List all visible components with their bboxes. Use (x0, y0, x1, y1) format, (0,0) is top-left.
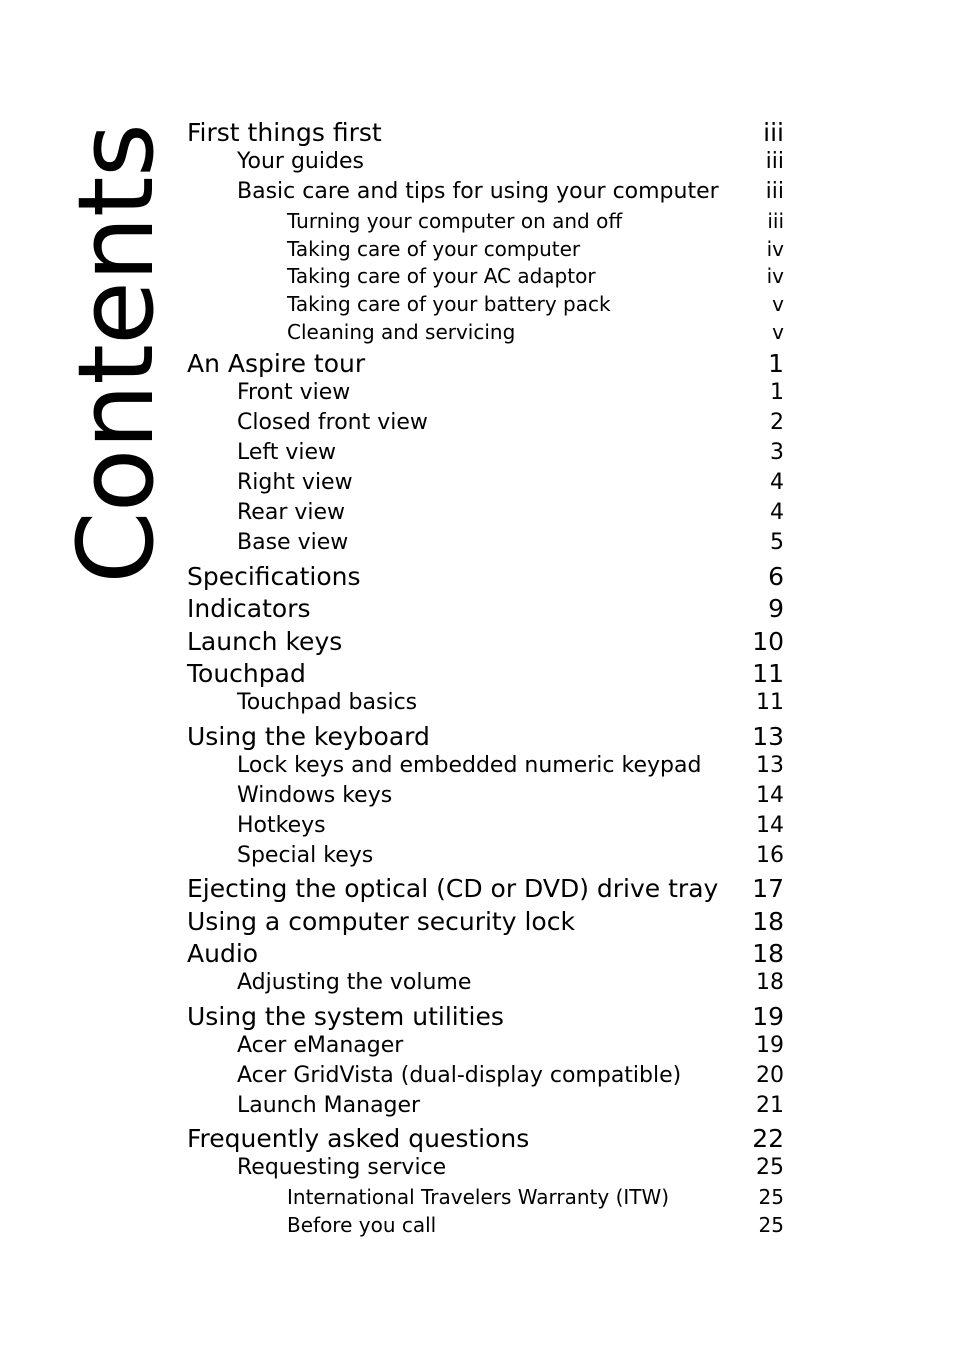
toc-entry-title: Frequently asked questions (187, 1124, 530, 1153)
toc-entry-page: 14 (756, 783, 784, 808)
toc-entry-page: 21 (756, 1093, 784, 1118)
toc-entry-title: Taking care of your computer (287, 237, 581, 261)
toc-entry-page: 3 (770, 440, 784, 465)
toc-entry-title: Taking care of your AC adaptor (287, 264, 596, 288)
toc-entry-title: Cleaning and servicing (287, 320, 516, 344)
toc-entry-page: iv (766, 237, 784, 261)
toc-entry-page: 14 (756, 813, 784, 838)
toc-entry-page: 1 (770, 380, 784, 405)
toc-entry-title: Ejecting the optical (CD or DVD) drive tray (187, 874, 719, 903)
toc-entry-title: Using the keyboard (187, 722, 430, 751)
toc-entry-title: Rear view (237, 500, 346, 525)
toc-entry-page: 16 (756, 843, 784, 868)
toc-entry-title: First things first (187, 118, 382, 147)
toc-entry-page: 20 (756, 1063, 784, 1088)
toc-entry-title: Closed front view (237, 410, 428, 435)
toc-entry-page: v (772, 320, 784, 344)
toc-entry-page: 11 (752, 659, 784, 688)
toc-entry-page: 4 (770, 470, 784, 495)
contents-heading: Contents (55, 124, 177, 584)
toc-entry-title: Left view (237, 440, 337, 465)
toc-entry-page: 6 (768, 562, 784, 591)
toc-entry-title: Indicators (187, 594, 311, 623)
toc-entry-page: 4 (770, 500, 784, 525)
toc-entry-page: iii (765, 179, 784, 204)
toc-entry-title: Using a computer security lock (187, 907, 575, 936)
toc-entry-title: Adjusting the volume (237, 970, 472, 995)
toc-entry-page: 1 (768, 349, 784, 378)
toc-entry-title: Acer eManager (237, 1033, 404, 1058)
toc-entry-title: Before you call (287, 1213, 437, 1237)
toc-entry-title: Right view (237, 470, 353, 495)
toc-entry-title: Requesting service (237, 1155, 447, 1180)
toc-entry-page: 9 (768, 594, 784, 623)
toc-entry-page: 19 (756, 1033, 784, 1058)
toc-entry-title: Touchpad (187, 659, 306, 688)
toc-entry-page: 10 (752, 627, 784, 656)
toc-entry-page: 25 (756, 1155, 784, 1180)
toc-entry-title: Touchpad basics (237, 690, 418, 715)
toc-entry-page: 13 (752, 722, 784, 751)
toc-entry-title: Launch Manager (237, 1093, 421, 1118)
toc-entry-page: 18 (756, 970, 784, 995)
toc-entry-title: Base view (237, 530, 349, 555)
toc-entry-page: 18 (752, 907, 784, 936)
toc-entry-title: Using the system utilities (187, 1002, 504, 1031)
toc-entry-page: 25 (758, 1185, 784, 1209)
toc-entry-title: Special keys (237, 843, 374, 868)
toc-entry-page: 17 (752, 874, 784, 903)
toc-entry-title: Hotkeys (237, 813, 326, 838)
toc-entry-title: Lock keys and embedded numeric keypad (237, 753, 702, 778)
toc-entry-page: iii (763, 118, 784, 147)
toc-entry-title: An Aspire tour (187, 349, 366, 378)
toc-entry-title: Audio (187, 939, 259, 968)
toc-entry-page: 5 (770, 530, 784, 555)
toc-entry-page: iii (767, 209, 784, 233)
toc-entry-title: Turning your computer on and off (287, 209, 623, 233)
toc-entry-title: Specifications (187, 562, 361, 591)
toc-entry-page: 25 (758, 1213, 784, 1237)
toc-entry-title: Taking care of your battery pack (287, 292, 611, 316)
toc-entry-page: iv (766, 264, 784, 288)
toc-entry-page: iii (765, 149, 784, 174)
toc-entry-page: 2 (770, 410, 784, 435)
toc-entry-title: Acer GridVista (dual-display compatible) (237, 1063, 682, 1088)
toc-entry-title: Front view (237, 380, 351, 405)
toc-entry-page: 19 (752, 1002, 784, 1031)
toc-entry-title: International Travelers Warranty (ITW) (287, 1185, 670, 1209)
toc-entry-title: Your guides (237, 149, 364, 174)
toc-entry-title: Basic care and tips for using your computer (237, 179, 719, 204)
toc-entry-page: 18 (752, 939, 784, 968)
toc-entry-page: 11 (756, 690, 784, 715)
toc-entry-page: 22 (752, 1124, 784, 1153)
toc-entry-title: Windows keys (237, 783, 393, 808)
toc-entry-page: 13 (756, 753, 784, 778)
toc-entry-page: v (772, 292, 784, 316)
toc-entry-title: Launch keys (187, 627, 343, 656)
